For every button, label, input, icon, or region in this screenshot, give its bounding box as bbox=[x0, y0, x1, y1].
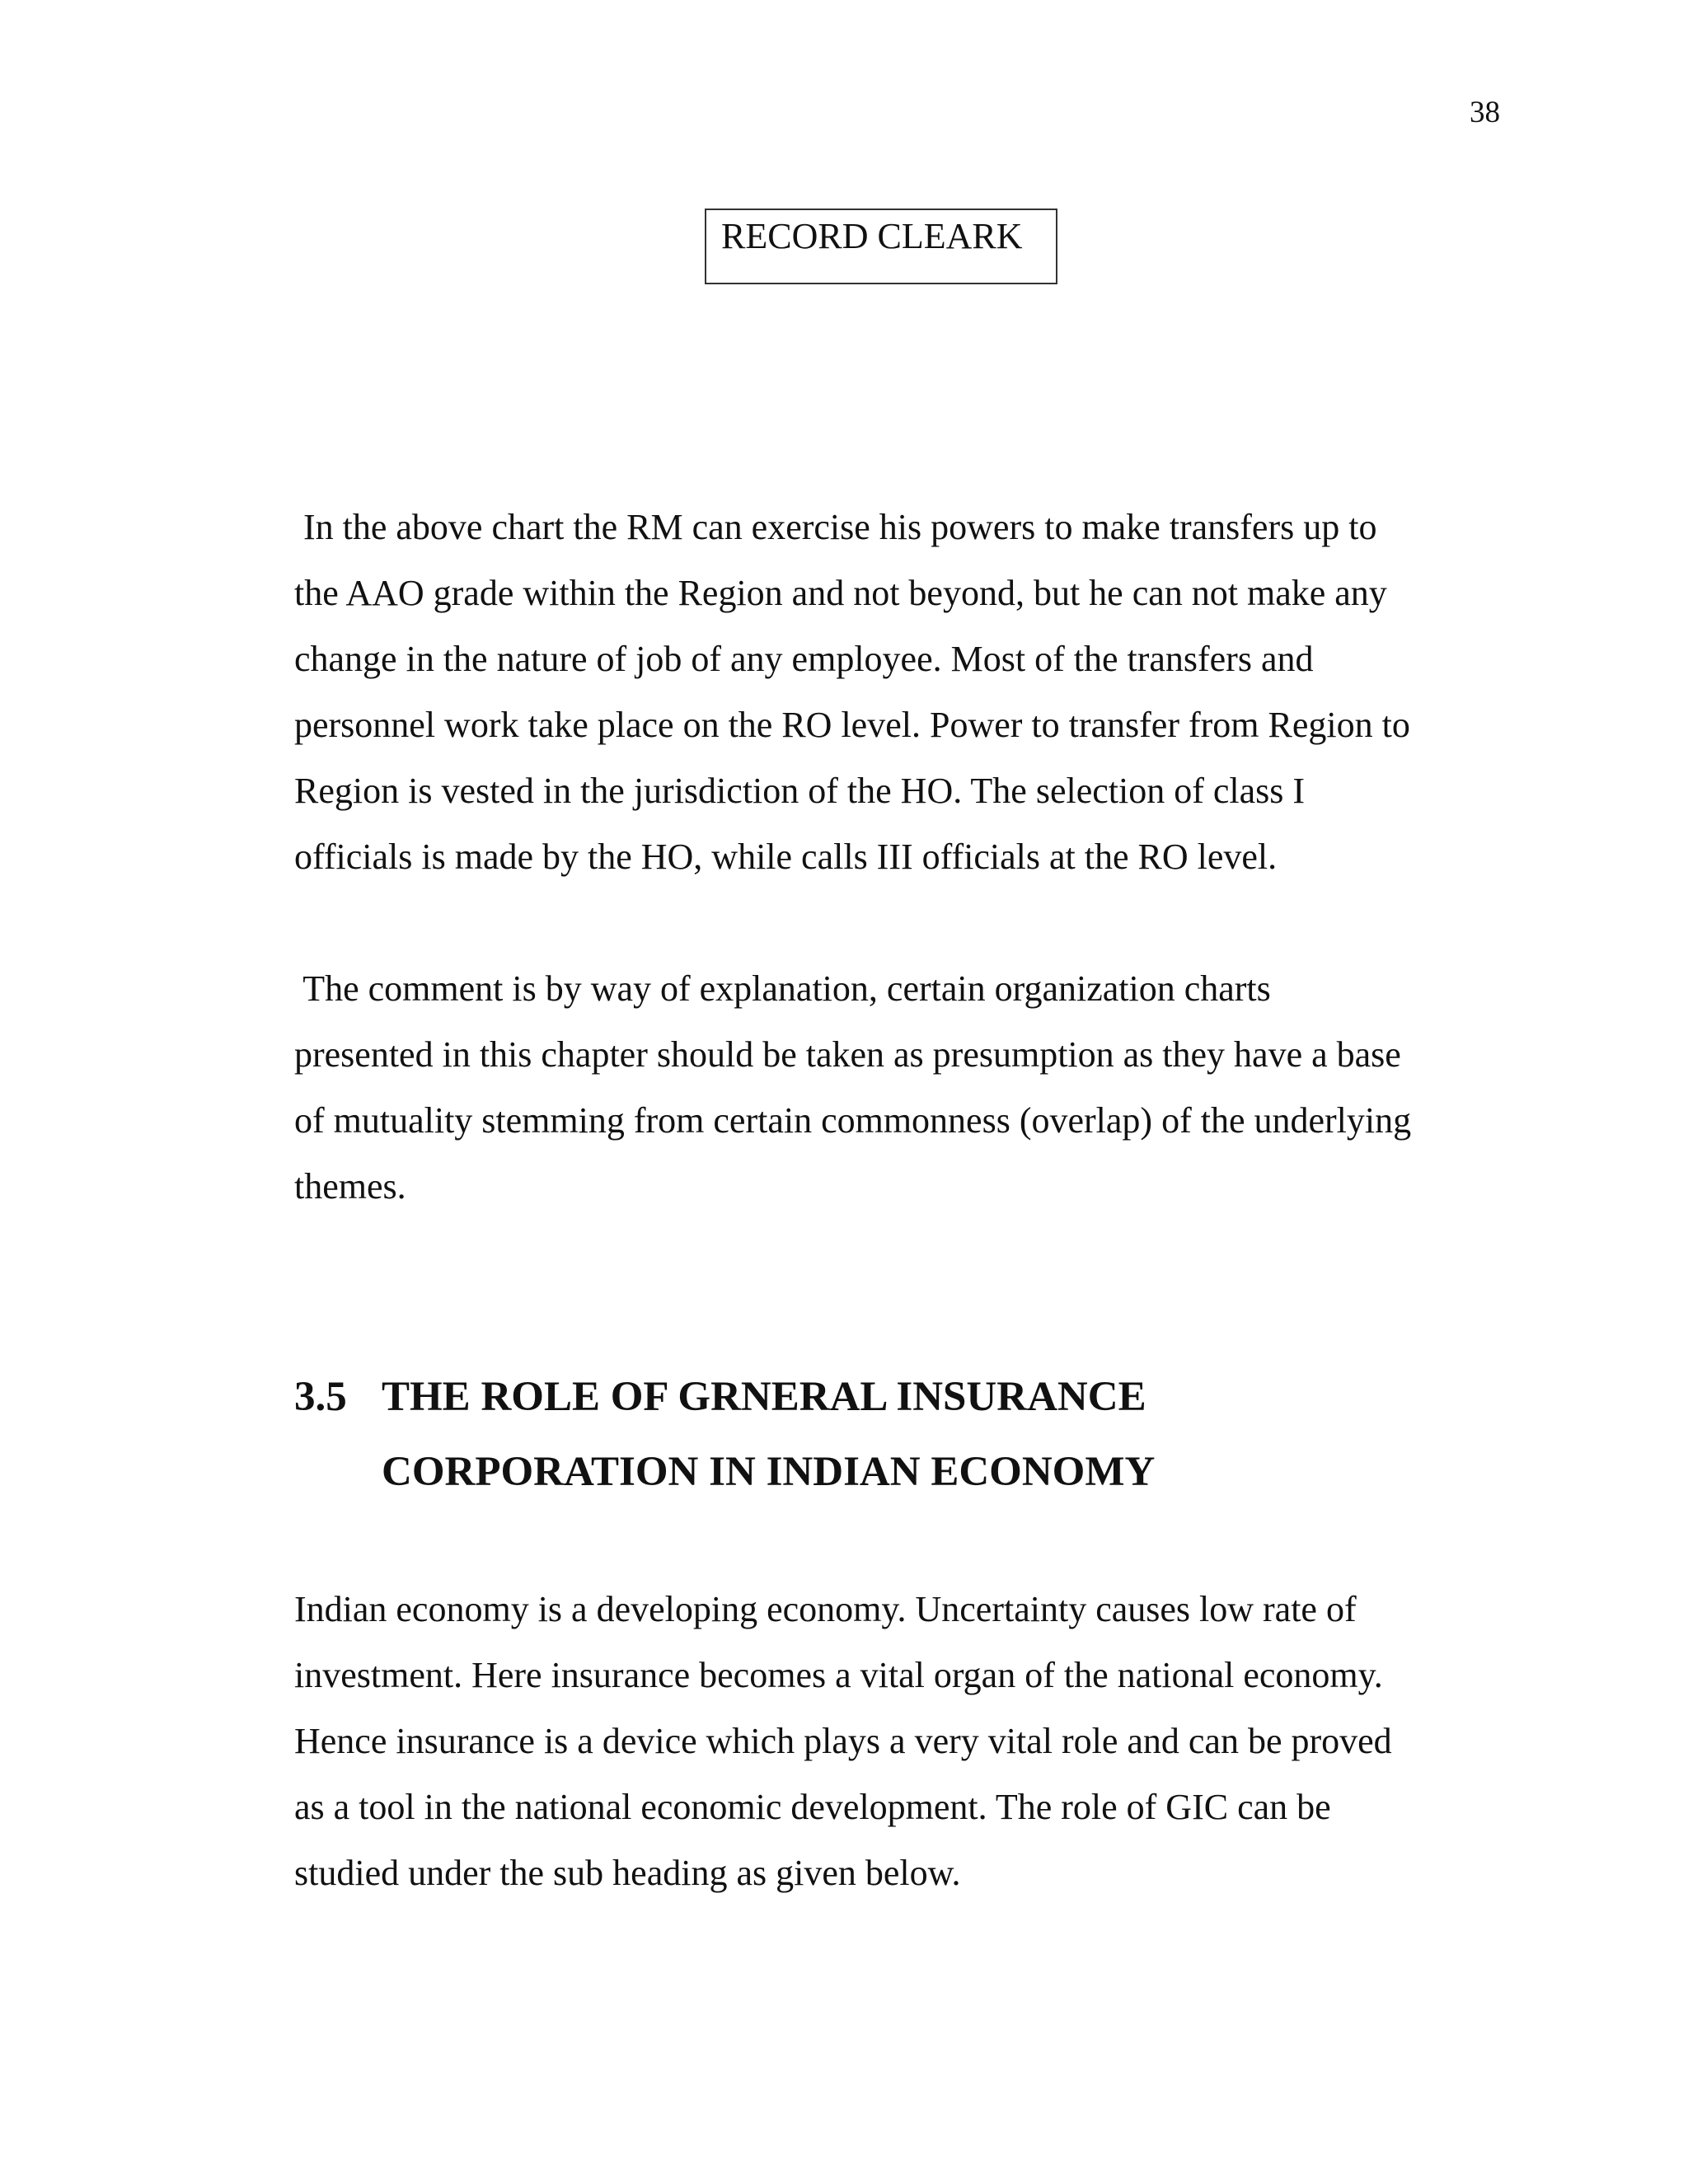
paragraph-line: of mutuality stemming from certain commonness (overlap) of the underlying bbox=[294, 1100, 1412, 1141]
section-heading-line: CORPORATION IN INDIAN ECONOMY bbox=[382, 1449, 1156, 1495]
page-number: 38 bbox=[1470, 96, 1500, 129]
section-heading-line: THE ROLE OF GRNERAL INSURANCE bbox=[382, 1374, 1146, 1420]
paragraph-indian-economy bbox=[294, 1577, 1481, 1906]
paragraph-line: personnel work take place on the RO level. Power to transfer from Region to bbox=[294, 705, 1410, 745]
paragraph-line: The comment is by way of explanation, certain organization charts bbox=[294, 968, 1271, 1009]
org-chart-box-record-clerk bbox=[705, 209, 1057, 284]
paragraph-line: officials is made by the HO, while calls III officials at the RO level. bbox=[294, 837, 1278, 877]
org-chart-box-label: RECORD CLEARK bbox=[721, 216, 1023, 256]
section-heading bbox=[294, 1360, 1481, 1510]
paragraph-comment bbox=[294, 956, 1481, 1220]
paragraph-line: In the above chart the RM can exercise his powers to make transfers up to bbox=[294, 507, 1377, 547]
paragraph-line: the AAO grade within the Region and not beyond, but he can not make any bbox=[294, 573, 1387, 613]
paragraph-transfer-powers bbox=[294, 494, 1481, 890]
section-number: 3.5 bbox=[294, 1374, 347, 1420]
paragraph-line: change in the nature of job of any employee. Most of the transfers and bbox=[294, 639, 1314, 679]
paragraph-line: investment. Here insurance becomes a vital organ of the national economy. bbox=[294, 1655, 1383, 1695]
paragraph-line: Indian economy is a developing economy. Uncertainty causes low rate of bbox=[294, 1589, 1357, 1629]
paragraph-line: Hence insurance is a device which plays a very vital role and can be proved bbox=[294, 1721, 1392, 1761]
paragraph-line: presented in this chapter should be taken as presumption as they have a base bbox=[294, 1034, 1401, 1075]
paragraph-line: as a tool in the national economic development. The role of GIC can be bbox=[294, 1787, 1331, 1827]
paragraph-line: Region is vested in the jurisdiction of the HO. The selection of class I bbox=[294, 771, 1306, 811]
paragraph-line: themes. bbox=[294, 1166, 406, 1207]
paragraph-line: studied under the sub heading as given below. bbox=[294, 1853, 961, 1893]
